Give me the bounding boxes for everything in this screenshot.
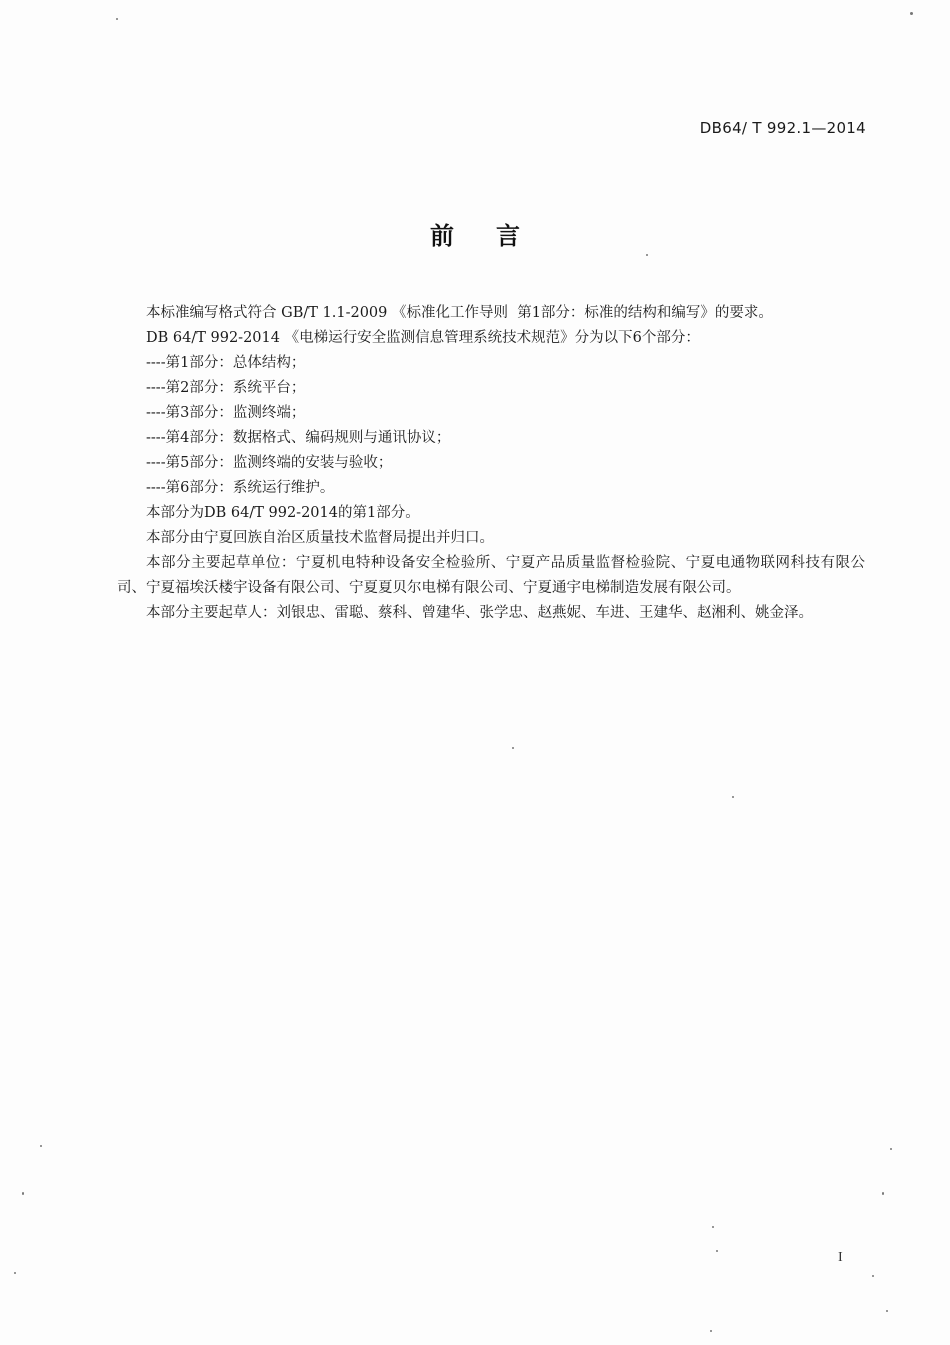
scan-speck <box>22 1192 24 1195</box>
paragraph: DB 64/T 992-2014 《电梯运行安全监测信息管理系统技术规范》分为以下6个部分： <box>146 330 700 346</box>
list-item: ----第2部分：系统平台； <box>146 380 306 396</box>
foreword-body <box>117 301 865 626</box>
document-code: DB64/ T 992.1—2014 <box>699 119 866 137</box>
page-number: I <box>838 1250 843 1265</box>
scan-speck <box>710 1330 712 1332</box>
list-item: ----第5部分：监测终端的安装与验收； <box>146 455 393 471</box>
list-item: ----第6部分：系统运行维护。 <box>146 480 335 496</box>
list-item: ----第3部分：监测终端； <box>146 405 306 421</box>
scan-speck <box>890 1148 892 1150</box>
scan-speck <box>910 12 913 15</box>
scan-speck <box>712 1226 714 1228</box>
scan-speck <box>716 1250 718 1252</box>
page-title: 前言 <box>430 222 562 250</box>
scan-speck <box>40 1145 42 1147</box>
scan-speck <box>14 1272 16 1274</box>
scan-speck <box>512 747 514 749</box>
paragraph: 本部分为DB 64/T 992-2014的第1部分。 <box>146 505 420 521</box>
paragraph: 本部分由宁夏回族自治区质量技术监督局提出并归口。 <box>146 530 494 546</box>
list-item: ----第1部分：总体结构； <box>146 355 306 371</box>
paragraph: 本标准编写格式符合 GB/T 1.1-2009 《标准化工作导则 第1部分：标准的结构和编写》的要求。 <box>146 305 773 321</box>
scan-speck <box>886 1310 888 1312</box>
scan-speck <box>882 1192 884 1195</box>
scan-speck <box>872 1275 874 1277</box>
list-item: ----第4部分：数据格式、编码规则与通讯协议； <box>146 430 451 446</box>
scan-speck <box>116 18 118 20</box>
drafting-units-paragraph: 本部分主要起草单位：宁夏机电特种设备安全检验所、宁夏产品质量监督检验院、宁夏电通物联网科技有限公司、宁夏福埃沃楼宇设备有限公司、宁夏夏贝尔电梯有限公司、宁夏通宇电梯制造发展有限公司。 <box>117 555 865 596</box>
drafters-paragraph: 本部分主要起草人：刘银忠、雷聪、蔡科、曾建华、张学忠、赵燕妮、车进、王建华、赵湘利、姚金泽。 <box>146 605 813 621</box>
scan-speck <box>732 796 734 798</box>
scan-speck <box>646 254 648 256</box>
